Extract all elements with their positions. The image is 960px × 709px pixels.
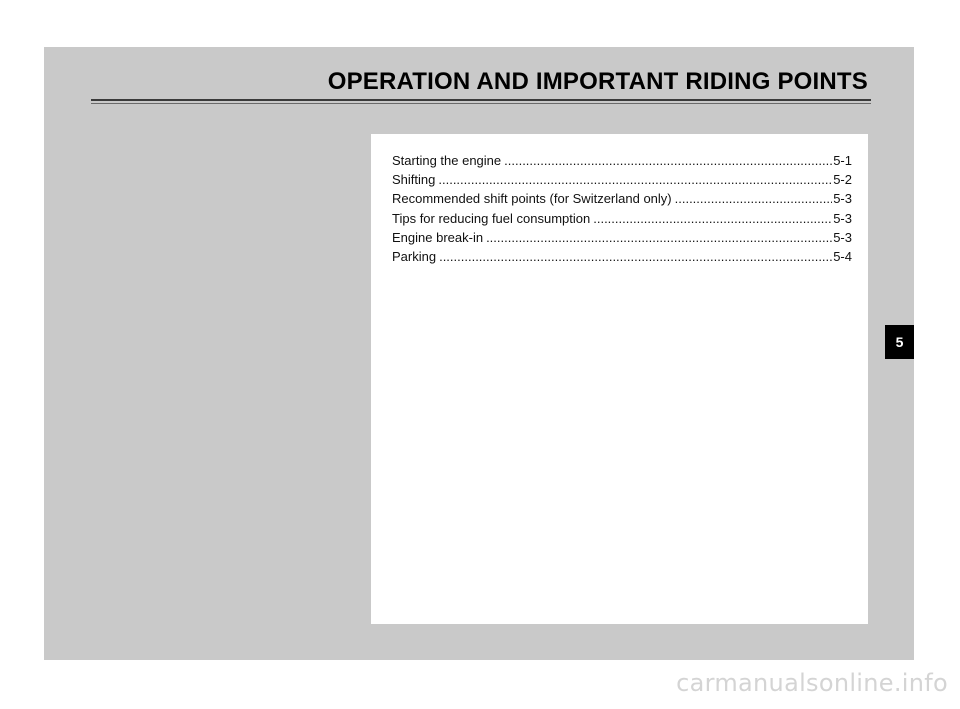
toc-entry-fuel-consumption-tips[interactable]: [392, 211, 852, 230]
toc-entry-recommended-shift-points[interactable]: [392, 191, 852, 210]
chapter-title: OPERATION AND IMPORTANT RIDING POINTS: [327, 68, 868, 95]
toc-entry-label: Recommended shift points (for Switzerland only): [392, 191, 672, 207]
title-rule-thin: [91, 103, 871, 104]
toc-entry-label: Tips for reducing fuel consumption: [392, 210, 591, 226]
toc-entry-starting-engine[interactable]: [392, 153, 852, 172]
watermark-text: carmanualsonline.info: [676, 669, 948, 697]
toc-dot-leader: [438, 172, 832, 187]
toc-entry-label: Shifting: [392, 172, 436, 188]
toc-entry-page: 5-3: [833, 229, 852, 245]
toc-entry-label: Starting the engine: [392, 153, 502, 168]
manual-page: [44, 47, 914, 660]
toc-entry-page: 5-1: [833, 153, 852, 168]
toc-entry-label: Engine break-in: [392, 229, 484, 245]
toc-entry-page: 5-3: [833, 191, 852, 207]
title-rule-thick: [91, 99, 871, 101]
toc-dot-leader: [593, 211, 832, 226]
toc-entry-page: 5-2: [833, 172, 852, 188]
toc-entry-shifting[interactable]: [392, 172, 852, 191]
toc-dot-leader: [439, 249, 832, 264]
toc-dot-leader: [486, 230, 832, 245]
table-of-contents: [371, 134, 868, 624]
toc-entry-parking[interactable]: [392, 249, 852, 268]
toc-entry-label: Parking: [392, 248, 437, 264]
chapter-number-tab: 5: [885, 325, 914, 359]
toc-dot-leader: [504, 153, 832, 168]
toc-dot-leader: [675, 191, 833, 206]
toc-list: [392, 153, 852, 268]
toc-entry-engine-break-in[interactable]: [392, 230, 852, 249]
toc-entry-page: 5-4: [833, 248, 852, 264]
toc-entry-page: 5-3: [833, 210, 852, 226]
